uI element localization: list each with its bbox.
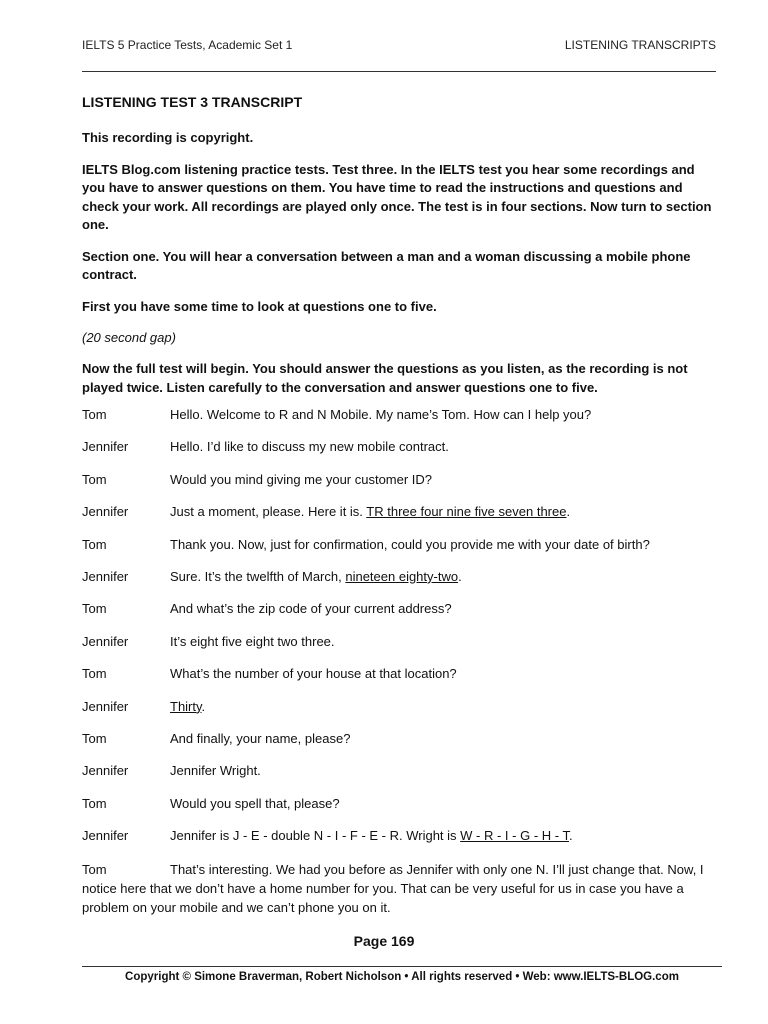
dialogue-line — [82, 795, 716, 827]
dialogue-line — [82, 568, 716, 600]
speech-text: That’s interesting. We had you before as Jennifer with only one N. I’ll just change that. Now, I notice here that we don’t have a home number for you. That can be very useful for us in case you have a problem on your mobile and we can’t phone you on it. — [82, 862, 704, 916]
dialogue-line — [82, 471, 716, 503]
answer-underline: Thirty — [170, 698, 202, 714]
header-section-title: LISTENING TRANSCRIPTS — [564, 38, 716, 52]
speaker-name: Tom — [82, 730, 107, 746]
dialogue-line — [82, 665, 716, 697]
intro-paragraph: This recording is copyright. — [82, 130, 254, 145]
speaker-name: Tom — [82, 471, 107, 487]
transcript-body — [82, 94, 716, 917]
dialogue-line — [82, 536, 716, 568]
page-number: Page 169 — [353, 933, 415, 949]
speech-text: And finally, your name, please? — [170, 730, 351, 746]
speech-text: Would you spell that, please? — [170, 795, 340, 811]
dialogue-line — [82, 503, 716, 535]
instruction-paragraph: Now the full test will begin. You should answer the questions as you listen, as the recording is not played twice. Listen carefully to the conversation and answer questions one to five. — [82, 361, 688, 395]
speech-text: Just a moment, please. Here it is. TR three four nine five seven three. — [170, 504, 571, 520]
speaker-name: Jennifer — [82, 504, 129, 520]
dialogue-line — [82, 438, 716, 470]
speech-text: Hello. I’d like to discuss my new mobile contract. — [170, 439, 449, 455]
speaker-name: Tom — [82, 862, 107, 878]
answer-underline: TR three four nine five seven three — [366, 504, 567, 520]
speech-text: Thirty. — [170, 698, 206, 714]
gap-note: (20 second gap) — [82, 330, 176, 345]
speaker-name: Jennifer — [82, 568, 129, 584]
dialogue-line — [82, 827, 716, 859]
intro-paragraph: Section one. You will hear a conversation between a man and a woman discussing a mobile phone contract. — [82, 248, 691, 282]
speaker-name: Jennifer — [82, 763, 129, 779]
footer-divider — [82, 966, 722, 967]
copyright-footer: Copyright © Simone Braverman, Robert Nicholson • All rights reserved • Web: www.IELTS-BLOG.com — [125, 971, 679, 983]
dialogue-line — [82, 730, 716, 762]
answer-underline: nineteen eighty-two — [345, 568, 459, 584]
speaker-name: Tom — [82, 536, 107, 552]
speech-text: Sure. It’s the twelfth of March, nineteen eighty-two. — [170, 568, 462, 584]
dialogue-line — [82, 698, 716, 730]
speaker-name: Jennifer — [82, 828, 129, 844]
speech-text: What’s the number of your house at that location? — [170, 666, 457, 682]
dialogue — [82, 406, 716, 917]
speaker-name: Jennifer — [82, 439, 129, 455]
speech-text: Hello. Welcome to R and N Mobile. My name’s Tom. How can I help you? — [170, 407, 592, 422]
speech-text: Would you mind giving me your customer ID? — [170, 471, 433, 487]
speaker-name: Tom — [82, 601, 107, 617]
header-book-title: IELTS 5 Practice Tests, Academic Set 1 — [82, 38, 293, 52]
speaker-name: Jennifer — [82, 633, 129, 649]
speaker-name: Tom — [82, 795, 107, 811]
dialogue-line — [82, 600, 716, 632]
dialogue-line — [82, 406, 716, 438]
page-header — [82, 38, 716, 58]
answer-underline: W - R - I - G - H - T — [460, 828, 569, 844]
speech-text: Thank you. Now, just for confirmation, could you provide me with your date of birth? — [170, 536, 650, 552]
speaker-name: Tom — [82, 666, 107, 682]
speech-text: Jennifer Wright. — [170, 763, 261, 779]
intro-paragraph: IELTS Blog.com listening practice tests. Test three. In the IELTS test you hear some recordings and you have to answer questions on them. You have time to read the instructions and questions and check your work. All recordings are played only once. The test is in four sections. Now turn to section one. — [82, 161, 712, 232]
dialogue-line — [82, 633, 716, 665]
intro-paragraph: First you have some time to look at questions one to five. — [82, 298, 437, 314]
header-divider — [82, 71, 716, 72]
speech-text: And what’s the zip code of your current address? — [170, 601, 452, 617]
dialogue-line — [82, 762, 716, 794]
speaker-name: Jennifer — [82, 698, 129, 714]
speaker-name: Tom — [82, 407, 107, 422]
transcript-title: LISTENING TEST 3 TRANSCRIPT — [82, 94, 303, 110]
dialogue-line-long — [82, 860, 716, 917]
speech-text: It’s eight five eight two three. — [170, 633, 335, 649]
speech-text: Jennifer is J - E - double N - I - F - E - R. Wright is W - R - I - G - H - T. — [170, 828, 573, 844]
